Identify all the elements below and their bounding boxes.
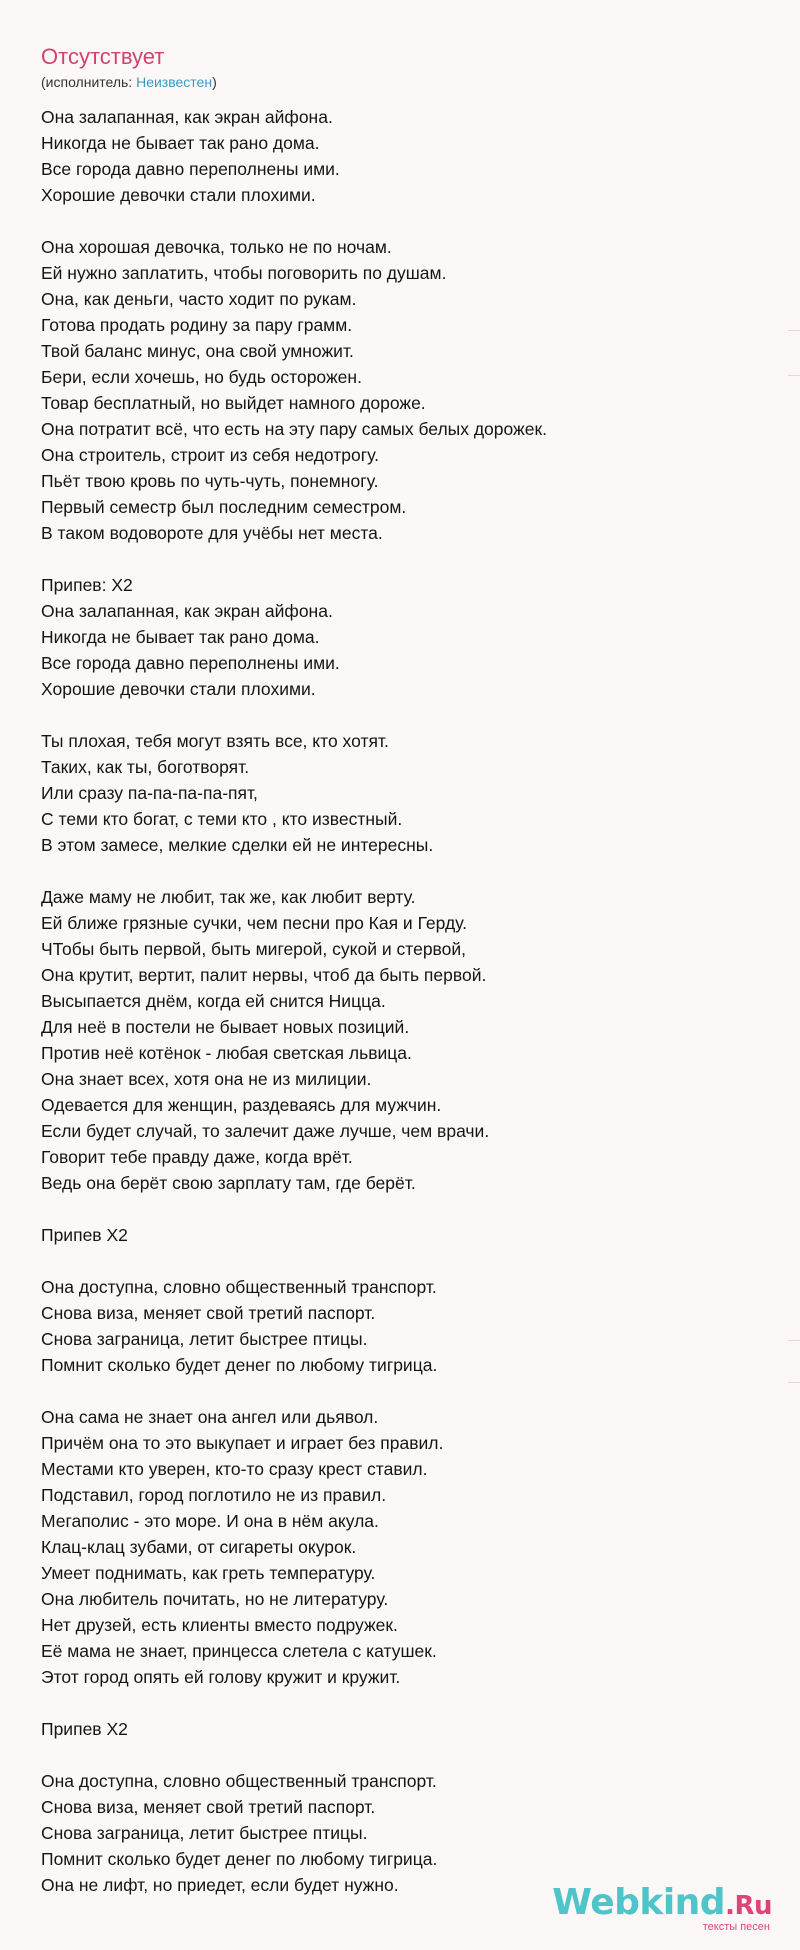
lyric-line: Товар бесплатный, но выйдет намного дороже. (41, 393, 426, 413)
logo-suffix: .Ru (725, 1891, 772, 1921)
site-logo[interactable] (552, 1884, 772, 1933)
lyric-blank-line (41, 1378, 761, 1404)
lyric-line: Бери, если хочешь, но будь осторожен. (41, 367, 362, 387)
lyric-line: Она сама не знает она ангел или дьявол. (41, 1407, 379, 1427)
lyric-line: Она строитель, строит из себя недотрогу. (41, 445, 380, 465)
performer-line (41, 73, 217, 91)
lyric-line: Помнит сколько будет денег по любому тигрица. (41, 1849, 438, 1869)
lyric-line: Первый семестр был последним семестром. (41, 497, 407, 517)
lyric-line: Она крутит, вертит, палит нервы, чтоб да быть первой. (41, 965, 487, 985)
lyric-line: Умеет поднимать, как греть температуру. (41, 1563, 376, 1583)
lyric-line: Ей нужно заплатить, чтобы поговорить по душам. (41, 263, 447, 283)
lyric-line: Клац-клац зубами, от сигареты окурок. (41, 1537, 357, 1557)
lyric-line: ЧТобы быть первой, быть мигерой, сукой и стервой, (41, 939, 467, 959)
lyric-line: Ей ближе грязные сучки, чем песни про Кая и Герду. (41, 913, 468, 933)
lyric-line: Все города давно переполнены ими. (41, 653, 340, 673)
lyric-line: Говорит тебе правду даже, когда врёт. (41, 1147, 353, 1167)
lyric-line: Пьёт твою кровь по чуть-чуть, понемногу. (41, 471, 379, 491)
lyric-line: Она не лифт, но приедет, если будет нужно. (41, 1875, 399, 1895)
lyric-line: Если будет случай, то залечит даже лучше, чем врачи. (41, 1121, 490, 1141)
lyric-blank-line (41, 546, 761, 572)
lyric-line: Она залапанная, как экран айфона. (41, 107, 333, 127)
lyric-line: С теми кто богат, с теми кто , кто известный. (41, 809, 403, 829)
lyric-line: Её мама не знает, принцесса слетела с катушек. (41, 1641, 437, 1661)
lyric-blank-line (41, 1742, 761, 1768)
lyric-line: Все города давно переполнены ими. (41, 159, 340, 179)
lyric-line: Подставил, город поглотило не из правил. (41, 1485, 387, 1505)
lyric-line: Припев Х2 (41, 1719, 128, 1739)
scroll-edge-mark (788, 330, 800, 331)
lyric-blank-line (41, 858, 761, 884)
song-title: Отсутствует (41, 44, 165, 69)
lyric-line: Снова заграница, летит быстрее птицы. (41, 1823, 368, 1843)
lyric-line: Или сразу па-па-па-па-пят, (41, 783, 258, 803)
lyric-line: Припев Х2 (41, 1225, 128, 1245)
lyric-line: Для неё в постели не бывает новых позиций. (41, 1017, 410, 1037)
lyric-line: Она, как деньги, часто ходит по рукам. (41, 289, 357, 309)
lyric-line: Припев: Х2 (41, 575, 133, 595)
lyric-line: Даже маму не любит, так же, как любит верту. (41, 887, 416, 907)
lyric-line: Она залапанная, как экран айфона. (41, 601, 333, 621)
lyric-line: Причём она то это выкупает и играет без правил. (41, 1433, 444, 1453)
lyric-blank-line (41, 208, 761, 234)
lyric-line: Снова виза, меняет свой третий паспорт. (41, 1303, 376, 1323)
lyric-line: Снова виза, меняет свой третий паспорт. (41, 1797, 376, 1817)
logo-wordmark (552, 1884, 772, 1925)
lyric-line: Твой баланс минус, она свой умножит. (41, 341, 354, 361)
lyric-line: В этом замесе, мелкие сделки ей не интересны. (41, 835, 434, 855)
lyric-line: Хорошие девочки стали плохими. (41, 679, 316, 699)
performer-suffix: ) (212, 74, 217, 90)
lyric-line: Ты плохая, тебя могут взять все, кто хотят. (41, 731, 389, 751)
lyric-line: Таких, как ты, боготворят. (41, 757, 250, 777)
lyric-line: Мегаполис - это море. И она в нём акула. (41, 1511, 379, 1531)
lyric-line: Никогда не бывает так рано дома. (41, 627, 320, 647)
lyric-line: Ведь она берёт свою зарплату там, где берёт. (41, 1173, 416, 1193)
lyric-blank-line (41, 1690, 761, 1716)
lyric-line: Местами кто уверен, кто-то сразу крест ставил. (41, 1459, 428, 1479)
performer-link[interactable]: Неизвестен (136, 74, 213, 90)
lyric-line: Она знает всех, хотя она не из милиции. (41, 1069, 372, 1089)
lyric-line: Она потратит всё, что есть на эту пару самых белых дорожек. (41, 419, 548, 439)
lyric-line: Она доступна, словно общественный транспорт. (41, 1277, 437, 1297)
lyric-line: Высыпается днём, когда ей снится Ницца. (41, 991, 386, 1011)
lyric-line: В таком водовороте для учёбы нет места. (41, 523, 383, 543)
lyric-line: Снова заграница, летит быстрее птицы. (41, 1329, 368, 1349)
lyric-line: Одевается для женщин, раздеваясь для мужчин. (41, 1095, 442, 1115)
lyric-blank-line (41, 1248, 761, 1274)
lyric-line: Готова продать родину за пару грамм. (41, 315, 353, 335)
lyric-line: Никогда не бывает так рано дома. (41, 133, 320, 153)
logo-name: Webkind (552, 1882, 726, 1923)
logo-tagline: тексты песен (702, 1921, 770, 1933)
lyric-line: Против неё котёнок - любая светская львица. (41, 1043, 412, 1063)
lyric-blank-line (41, 1196, 761, 1222)
scroll-edge-mark (788, 375, 800, 376)
lyric-line: Она любитель почитать, но не литературу. (41, 1589, 389, 1609)
scroll-edge-mark (788, 1382, 800, 1383)
lyric-line: Хорошие девочки стали плохими. (41, 185, 316, 205)
lyric-line: Она доступна, словно общественный транспорт. (41, 1771, 437, 1791)
lyric-line: Этот город опять ей голову кружит и кружит. (41, 1667, 401, 1687)
lyric-blank-line (41, 702, 761, 728)
lyric-line: Помнит сколько будет денег по любому тигрица. (41, 1355, 438, 1375)
lyrics-text (41, 104, 761, 1898)
lyric-line: Нет друзей, есть клиенты вместо подружек. (41, 1615, 398, 1635)
scroll-edge-mark (788, 1340, 800, 1341)
performer-prefix: (исполнитель: (41, 74, 137, 90)
lyric-line: Она хорошая девочка, только не по ночам. (41, 237, 392, 257)
